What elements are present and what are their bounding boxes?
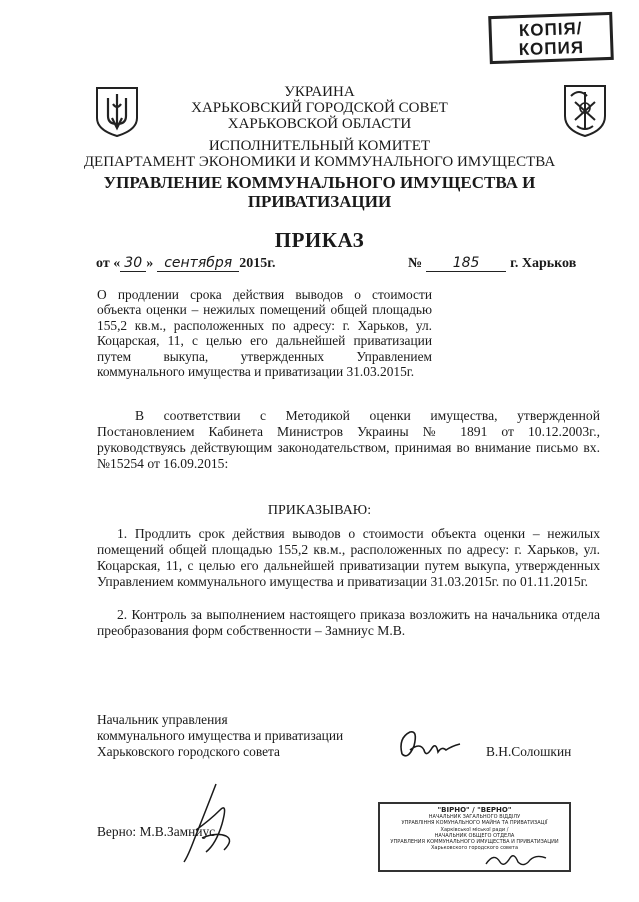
date-from-label: от « xyxy=(96,256,121,271)
order-word: ПРИКАЗЫВАЮ: xyxy=(267,503,372,518)
stamp-line-6: УПРАВЛЕНИЯ КОММУНАЛЬНОГО ИМУЩЕСТВА И ПРИВАТИЗАЦИИ xyxy=(390,839,559,846)
stamp-line-4: Харківської міської ради / xyxy=(440,826,509,833)
order-number xyxy=(408,255,576,272)
number-label: № xyxy=(408,256,423,271)
stamp-signature xyxy=(484,848,548,870)
date-month: сентября xyxy=(157,255,239,272)
order-item-1: 1. Продлить срок действия выводов о стоимости объекта оценки – нежилых помещений общей площадью 155,2 кв.м., расположенных по адресу: г. Харьков, ул. Коцарская, 11, с целью его дальнейшей приватизации путем выкупа, утвержденных Управлением коммунального имущества и приватизации 31.03.2015г. по 01.11.2015г. xyxy=(97,526,600,589)
order-city: г. Харьков xyxy=(510,256,577,271)
document-title: ПРИКАЗ xyxy=(274,228,365,252)
header-department: ДЕПАРТАМЕНТ ЭКОНОМИКИ И КОММУНАЛЬНОГО ИМУЩЕСТВА xyxy=(83,154,556,170)
date-day: 30 xyxy=(120,255,146,272)
copy-stamp xyxy=(488,12,614,64)
stamp-line-2: НАЧАЛЬНИК ЗАГАЛЬНОГО ВІДДІЛУ xyxy=(428,814,521,820)
preamble-paragraph: В соответствии с Методикой оценки имущества, утвержденной Постановлением Кабинета Министров Украины № 1891 от 10.12.2003г., руководствуясь действующим законодательством, принимая во внимание письмо вх. №15254 от 16.09.2015: xyxy=(97,408,600,471)
order-subject: О продлении срока действия выводов о стоимости объекта оценки – нежилых помещений общей площадью 155,2 кв.м., расположенных по адресу: г. Харьков, ул. Коцарская, 11, с целью его дальнейшей приватизации путем выкупа, утвержденных Управлением коммунального имущества и приватизации 31.03.2015г. xyxy=(97,287,432,380)
copy-stamp-line-2: КОПИЯ xyxy=(518,37,585,60)
stamp-line-3: УПРАВЛІННЯ КОМУНАЛЬНОГО МАЙНА ТА ПРИВАТИЗАЦІЇ xyxy=(401,820,548,827)
verno-signature xyxy=(176,780,242,866)
header-country: УКРАИНА xyxy=(284,84,355,100)
copy-stamp-line-1: КОПІЯ/ xyxy=(518,18,583,41)
signatory-line-1: Начальник управления xyxy=(97,712,228,727)
stamp-line-5: НАЧАЛЬНИК ОБЩЕГО ОТДЕЛА xyxy=(434,832,515,839)
order-item-2: 2. Контроль за выполнением настоящего приказа возложить на начальника отдела преобразования форм собственности – Замниус М.В. xyxy=(97,607,600,638)
header-directorate-line-1: УПРАВЛЕНИЕ КОММУНАЛЬНОГО ИМУЩЕСТВА И xyxy=(103,173,536,192)
header-oblast: ХАРЬКОВСКОЙ ОБЛАСТИ xyxy=(227,116,412,132)
number-value: 185 xyxy=(426,255,506,272)
order-date xyxy=(96,255,275,272)
verno-line: Верно: М.В.Замниус xyxy=(97,824,216,839)
signatory-line-3: Харьковского городского совета xyxy=(97,744,280,759)
date-year: 2015г. xyxy=(239,256,276,271)
stamp-line-7: Харьковского городского совета xyxy=(430,845,519,852)
header-committee: ИСПОЛНИТЕЛЬНЫЙ КОМИТЕТ xyxy=(208,138,431,154)
date-close-quote: » xyxy=(146,256,154,271)
signatory-name: В.Н.Солошкин xyxy=(486,744,572,759)
header-council: ХАРЬКОВСКИЙ ГОРОДСКОЙ СОВЕТ xyxy=(191,100,448,116)
signatory-title xyxy=(97,712,343,760)
signatory-line-2: коммунального имущества и приватизации xyxy=(97,728,344,743)
stamp-line-1: "ВІРНО" / "ВЕРНО" xyxy=(437,806,512,814)
header-directorate-line-2: ПРИВАТИЗАЦИИ xyxy=(247,192,392,211)
head-signature xyxy=(396,724,466,768)
